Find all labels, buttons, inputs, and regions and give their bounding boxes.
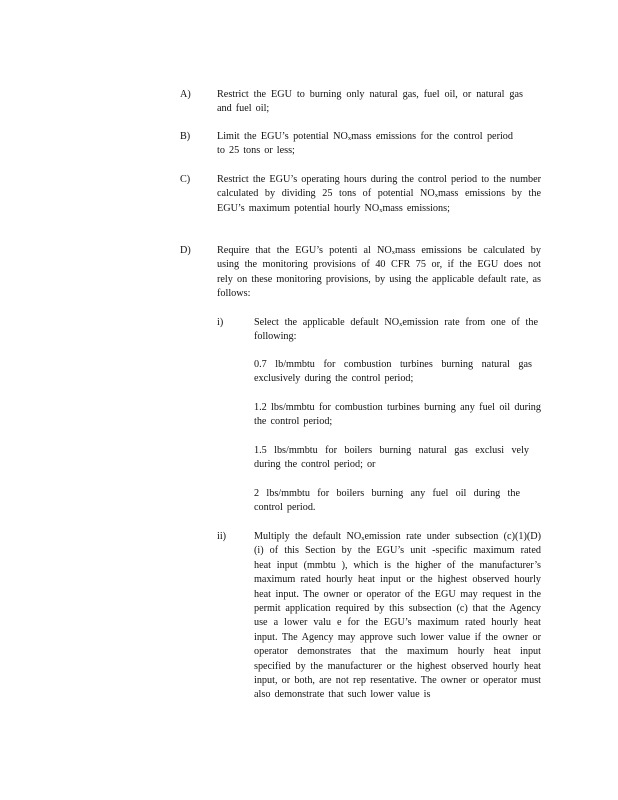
item-d-subscript: x <box>391 249 395 256</box>
item-c-text-2: mass emissions by the EGU’s maximum potential hourly NO <box>217 188 541 214</box>
item-ii-text-1: Multiply the default NO <box>254 531 362 542</box>
item-b-text-1: Limit the EGU’s potential NO <box>217 131 348 142</box>
item-c-text <box>217 173 541 216</box>
item-b-label: B) <box>180 131 191 142</box>
item-i-text <box>254 316 538 345</box>
item-b-subscript: x <box>347 135 352 142</box>
item-i-text-2: emission rate from one of the following: <box>254 317 538 343</box>
item-a-text-1: Restrict the EGU to burning only natural gas, fuel oil, or natural gas and fuel oil; <box>217 89 523 115</box>
item-b-text <box>217 130 513 159</box>
item-c-subscript-2: x <box>379 206 383 214</box>
item-a-text <box>217 88 523 117</box>
item-i-label: i) <box>217 317 224 328</box>
item-c-subscript-1: x <box>434 192 438 200</box>
option-boilers-fuel-oil: 2 lbs/mmbtu for boilers burning any fuel oil during the control period. <box>254 488 520 514</box>
item-d-label: D) <box>180 245 191 256</box>
item-a-label: A) <box>180 89 191 100</box>
item-ii-label: ii) <box>217 531 227 542</box>
item-i-text-1: Select the applicable default NO <box>254 317 400 328</box>
item-d-text <box>217 244 541 302</box>
option-boilers-natural-gas: 1.5 lbs/mmbtu for boilers burning natural gas exclusi vely during the control period; or <box>254 445 529 471</box>
item-c-text-3: mass emissions; <box>382 202 450 214</box>
option-combustion-turbines-natural-gas: 0.7 lb/mmbtu for combustion turbines burning natural gas exclusively during the control period; <box>254 359 532 385</box>
option-combustion-turbines-fuel-oil: 1.2 lbs/mmbtu for combustion turbines burning any fuel oil during the control period; <box>254 402 541 428</box>
item-c-label: C) <box>180 174 191 185</box>
item-i-subscript: x <box>399 321 403 328</box>
item-ii-subscript: x <box>361 535 365 542</box>
item-d-text-2: mass emissions be calculated by using the monitoring provisions of 40 CFR 75 or, if the EGU does not rely on these monitoring provisions, by using the applicable default rate, as follows: <box>217 245 541 300</box>
item-b-text-2: mass emissions for the control period to 25 tons or less; <box>217 131 513 157</box>
item-ii-text <box>254 530 541 703</box>
item-c-text-1: Restrict the EGU’s operating hours during the control period to the number calculated by dividing 25 tons of potential NO <box>217 174 541 200</box>
item-ii-text-2: emission rate under subsection (c)(1)(D)(i) of this Section by the EGU’s unit -specific maximum rated heat input (mmbtu ), which is the higher of the manufacturer’s maximum rated hourly heat input or the highest observed hourly heat input. The owner or operator of the EGU may request in the permit application required by this subsection (c) that the Agency use a lower valu e for the EGU’s maximum rated hourly heat input. The Agency may approve such lower value if the owner or operator demonstrates that the maximum hourly heat input specified by the manufacturer or the highest observed hourly heat input, or both, are not rep resentative. The owner or operator must also demonstrate that such lower value is <box>254 531 541 701</box>
item-d-text-1: Require that the EGU’s potenti al NO <box>217 245 392 256</box>
